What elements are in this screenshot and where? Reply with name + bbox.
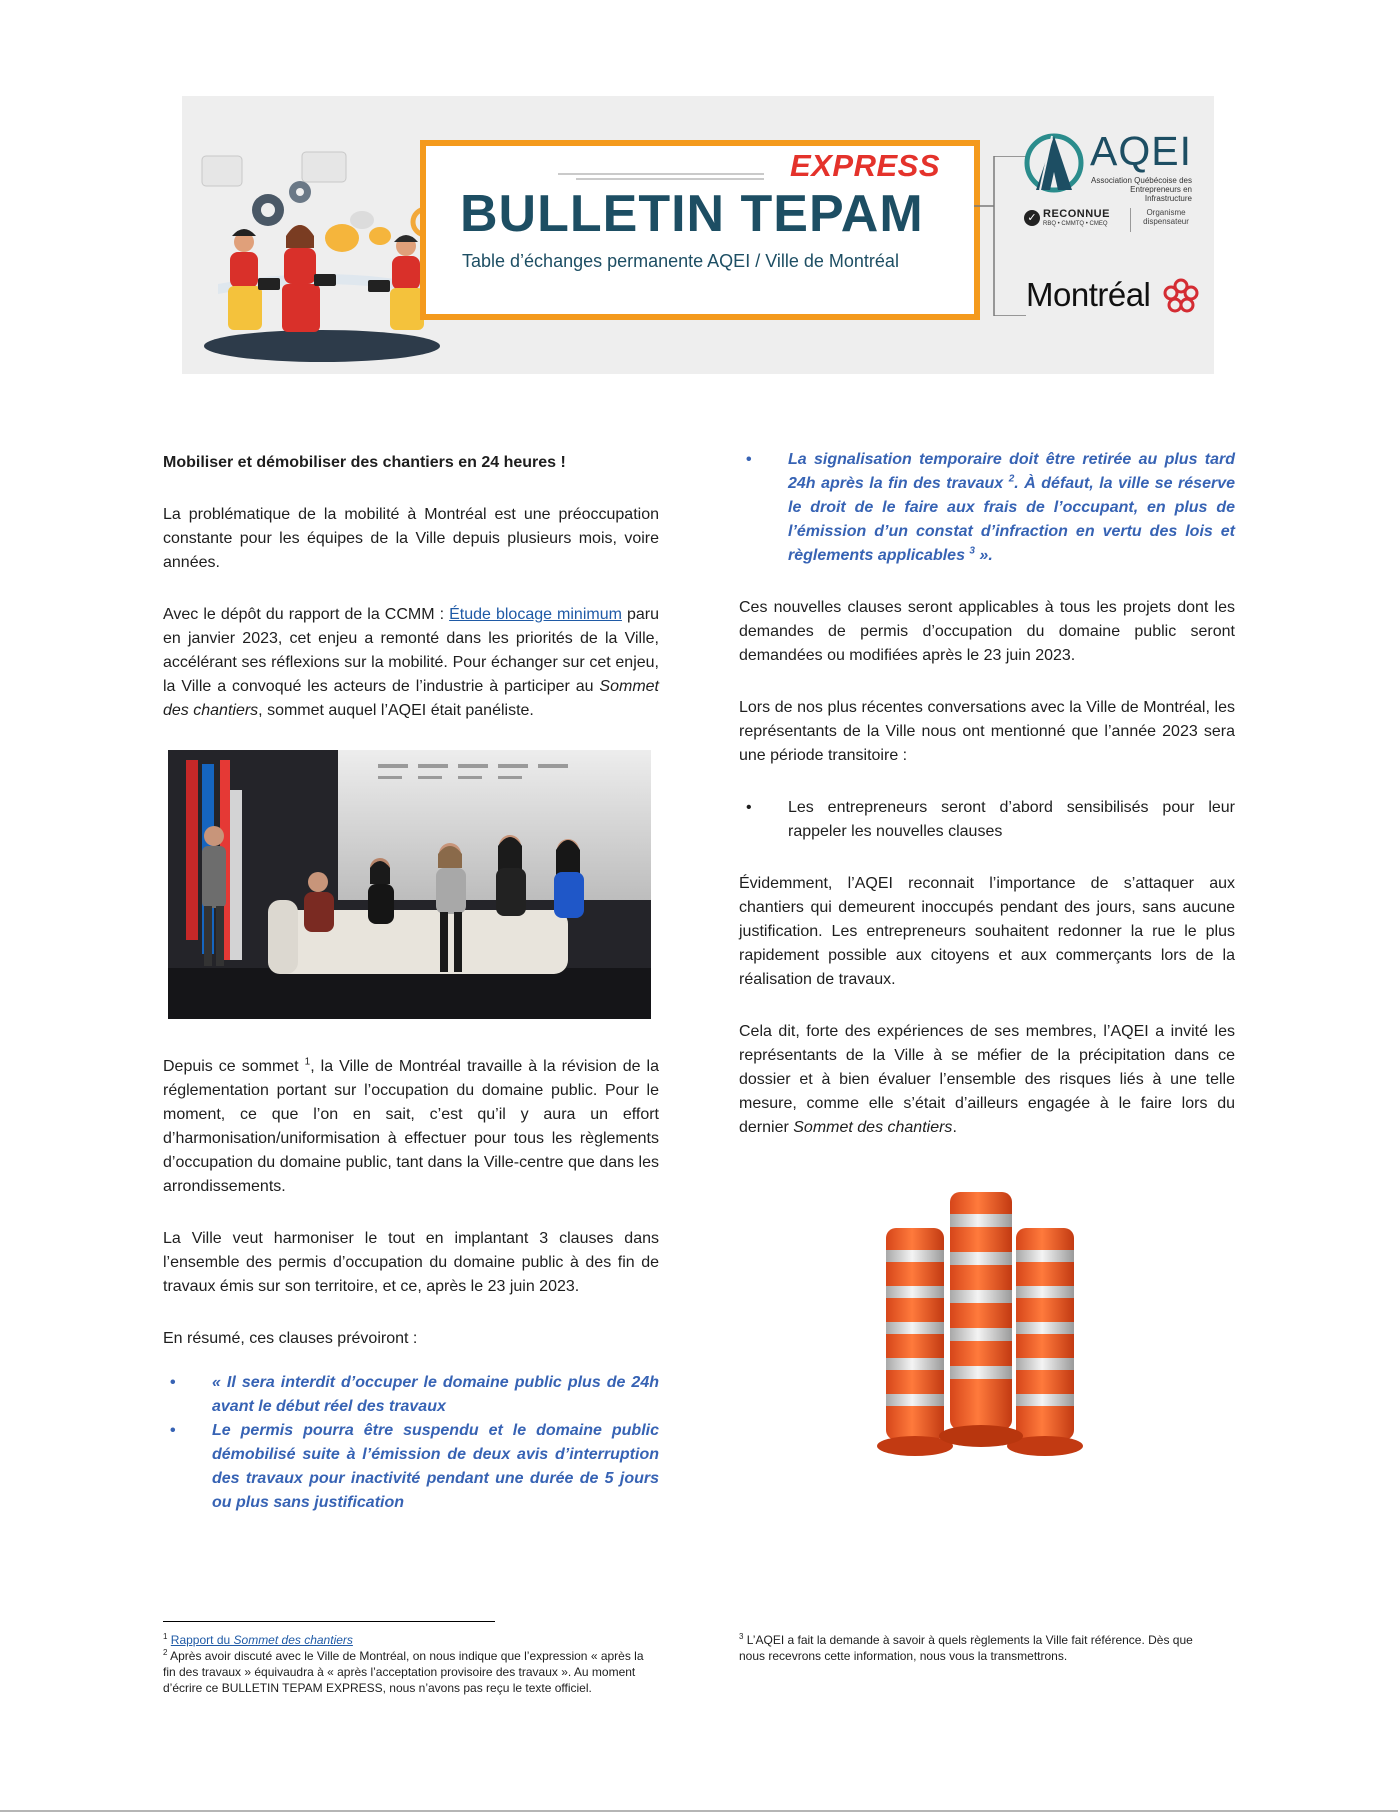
express-label: EXPRESS (790, 148, 940, 183)
text-span: Sommet des chantiers (233, 1633, 353, 1647)
conference-panel-image (168, 750, 651, 1019)
footnote-1 (163, 1632, 659, 1648)
list-item: • Le permis pourra être suspendu et le domaine public démobilisé suite à l’émission de deux avis d’interruption des travaux pour inactivité pendant une durée de 5 jours ou plus sans justification (163, 1419, 659, 1515)
text-span: Rapport du (170, 1633, 234, 1647)
rapport-sommet-link[interactable] (171, 1633, 353, 1647)
clauses-list (163, 1371, 659, 1515)
organisme-label: Organisme dispensateur (1143, 208, 1189, 226)
clauses-list-continued (739, 448, 1235, 568)
reconnue-bodies: RBQ • CMMTQ • CMEQ (1043, 221, 1108, 227)
list-item (739, 448, 1235, 568)
text-span: L’AQEI a fait la demande à savoir à quels règlements la Ville fait référence. Dès que nous recevrons cette information, nous vous la transmettrons. (739, 1633, 1193, 1663)
aqei-full-name: Association Québécoise des Entrepreneurs en Infrastructure (1091, 176, 1192, 203)
text-span: Depuis ce sommet (163, 1058, 305, 1075)
footnote-separator (163, 1621, 495, 1622)
list-item: • « Il sera interdit d’occuper le domaine public plus de 24h avant le début réel des travaux (163, 1371, 659, 1419)
text-span: ». (974, 547, 993, 564)
footnote-ref-3[interactable]: 3 (969, 545, 975, 557)
paragraph-transition: Lors de nos plus récentes conversations avec la Ville de Montréal, les représentants de la Ville nous ont mentionné que l’année 2023 sera une période transitoire : (739, 699, 1235, 764)
footnote-2 (163, 1648, 659, 1696)
transition-list (739, 796, 1235, 844)
article-heading: Mobiliser et démobiliser des chantiers en 24 heures ! (163, 454, 566, 471)
text-span: , sommet auquel l’AQEI était panéliste. (258, 702, 534, 719)
bulletin-title: BULLETIN TEPAM (460, 185, 924, 243)
footnote-ref-2[interactable]: 2 (1008, 473, 1015, 485)
footnote-ref-1[interactable]: 1 (304, 1056, 311, 1068)
reconnue-badge (1024, 208, 1204, 234)
panel-photo (168, 750, 651, 1019)
speed-lines-icon (558, 172, 764, 182)
text-span: Après avoir discuté avec le Ville de Montréal, on nous indique que l’expression « après la fin des travaux » équivaudra à « après l’acceptation provisoire des travaux ». Au moment d’écrire ce BULLETIN TEPAM EXPRESS, nous n’avons pas reçu le texte officiel. (163, 1649, 644, 1695)
aqei-logo-icon (1022, 132, 1086, 194)
left-column-continued (163, 1055, 659, 1515)
footnote-number: 3 (739, 1632, 744, 1641)
bulletin-subtitle: Table d’échanges permanente AQEI / Ville de Montréal (462, 251, 899, 271)
footnote-number: 1 (163, 1632, 168, 1641)
bulletin-title-frame (420, 140, 980, 320)
text-span: paru en janvier 2023, cet enjeu a remonté dans les priorités de la Ville, accélérant ses réflexions sur la mobilité. Pour échanger sur cet enjeu, la Ville a convoqué les acteurs de l’industrie à participer au (163, 606, 660, 695)
sommet-emphasis: Sommet des chantiers (793, 1119, 953, 1136)
page-bottom-border (0, 1810, 1398, 1812)
text-span: . À défaut, la ville se réserve le droit de le faire aux frais de l’occupant, en plus de l’émission d’un constat d’infraction en vertu des lois et règlements applicables (788, 475, 1235, 564)
etude-blocage-link[interactable]: Étude blocage minimum (449, 606, 622, 623)
paragraph-harmonize: La Ville veut harmoniser le tout en implantant 3 clauses dans l’ensemble des permis d’occupation du domaine public à des fin de travaux émis sur son territoire, et ce, après le 23 juin 2023. (163, 1230, 659, 1295)
left-column (163, 451, 659, 751)
text-span: Cela dit, forte des expériences de ses membres, l’AQEI a invité les représentants de la Ville à se méfier de la précipitation dans ce dossier et à bien évaluer l’ensemble des risques liés à une telle mesure, comme elle s’était d’ailleurs engagée à le faire lors du dernier (739, 1023, 1235, 1136)
footnotes-left (163, 1632, 659, 1696)
text-span: . (952, 1119, 957, 1136)
paragraph-aqei-importance: Évidemment, l’AQEI reconnait l’importance de s’attaquer aux chantiers qui demeurent inoccupés pendant des jours, sans aucune justification. Les entrepreneurs souhaitent redonner la rue le plus rapidement possible aux citoyens et aux commerçants lors de la réalisation de travaux. (739, 875, 1235, 988)
footnote-number: 2 (163, 1648, 168, 1657)
aqei-wordmark: AQEI (1090, 128, 1192, 174)
text-span: La signalisation temporaire doit être retirée au plus tard 24h après la fin des travaux (788, 451, 1235, 492)
montreal-rosette-icon (1163, 278, 1199, 314)
text-span: , la Ville de Montréal travaille à la révision de la réglementation portant sur l’occupation du domaine public. Pour le moment, ce que l’on en sait, c’est qu’il y aura un effort d’harmonisation/uniformisation à effectuer pour tous les règlements d’occupation du domaine public, tant dans la Ville-centre que dans les arrondissements. (163, 1058, 659, 1195)
text-span: Avec le dépôt du rapport de la CCMM : (163, 606, 450, 623)
badge-divider (1130, 208, 1131, 232)
check-icon: ✓ (1024, 210, 1040, 226)
right-column (739, 448, 1235, 1168)
paragraph-summary: En résumé, ces clauses prévoiront : (163, 1330, 418, 1347)
paragraph-caution (739, 1020, 1235, 1140)
sommet-emphasis: Sommet des chantiers (163, 678, 659, 719)
footnote-3 (739, 1632, 1219, 1664)
montreal-wordmark: Montréal (1026, 276, 1151, 313)
reconnue-label: RECONNUE (1043, 208, 1110, 220)
paragraph-mobility: La problématique de la mobilité à Montréal est une préoccupation constante pour les équipes de la Ville depuis plusieurs mois, voire années. (163, 506, 659, 571)
list-item: • Les entrepreneurs seront d’abord sensibilisés pour leur rappeler les nouvelles clauses (739, 796, 1235, 844)
paragraph-since-summit (163, 1055, 659, 1199)
traffic-barrels-image (876, 1186, 1104, 1468)
paragraph-applicable: Ces nouvelles clauses seront applicables à tous les projets dont les demandes de permis d’occupation du domaine public seront demandées ou modifiées après le 23 juin 2023. (739, 599, 1235, 664)
paragraph-ccmm-report (163, 603, 659, 723)
header-banner (182, 96, 1214, 374)
footnotes-right (739, 1632, 1219, 1664)
